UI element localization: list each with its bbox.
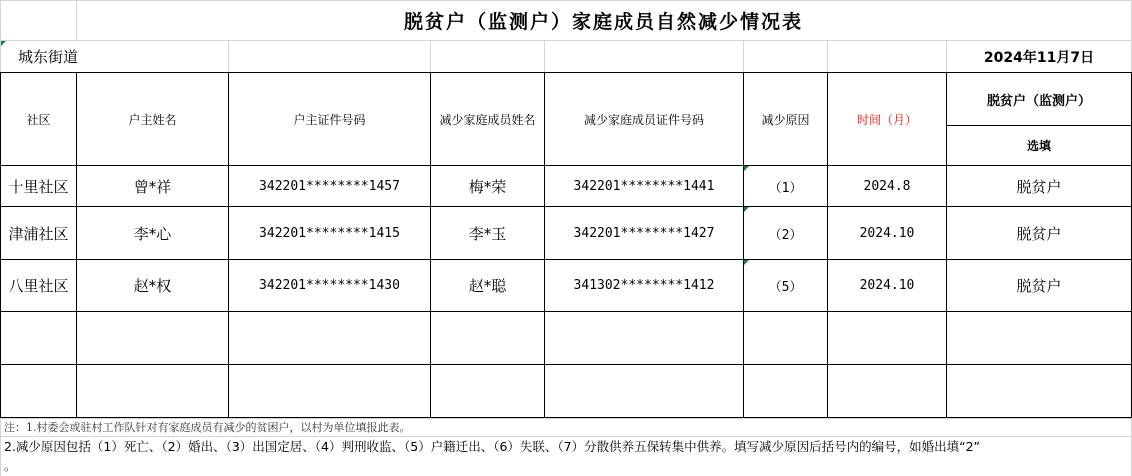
cell-time[interactable]: 2024.8	[863, 178, 911, 194]
gridline	[544, 40, 545, 72]
table-border	[0, 417, 1132, 418]
cell-reason[interactable]: （2）	[768, 227, 803, 243]
cell-member-name[interactable]: 李*玉	[468, 224, 507, 243]
cell-status[interactable]: 脱贫户	[1016, 177, 1062, 196]
table-border	[0, 311, 1132, 312]
header-status[interactable]: 脱贫户（监测户）	[986, 93, 1091, 109]
gridline	[228, 40, 229, 72]
cell-head-name[interactable]: 曾*祥	[133, 177, 172, 196]
cell-member-id[interactable]: 342201********1441	[573, 178, 715, 194]
header-head-id[interactable]: 户主证件号码	[293, 112, 366, 127]
cell-head-id[interactable]: 342201********1415	[259, 225, 400, 241]
header-time[interactable]: 时间（月）	[856, 112, 917, 127]
table-border	[0, 364, 1132, 365]
header-reason[interactable]: 减少原因	[761, 112, 810, 127]
cell-status[interactable]: 脱贫户	[1016, 277, 1062, 295]
header-status-optional[interactable]: 选填	[1026, 139, 1051, 153]
cell-member-name[interactable]: 赵*聪	[468, 277, 507, 295]
cell-time[interactable]: 2024.10	[859, 225, 915, 241]
cell-community[interactable]: 八里社区	[8, 277, 69, 295]
cell-reason[interactable]: （1）	[768, 180, 803, 196]
cell-head-id[interactable]: 342201********1430	[259, 278, 400, 293]
cell-head-id[interactable]: 342201********1457	[259, 178, 400, 194]
cell-head-name[interactable]: 李*心	[133, 224, 172, 243]
gridline	[827, 40, 828, 72]
cell-status[interactable]: 脱贫户	[1016, 224, 1062, 243]
report-date[interactable]: 2024年11月7日	[983, 49, 1095, 66]
cell-member-id[interactable]: 342201********1427	[573, 225, 715, 241]
cell-community[interactable]: 十里社区	[8, 177, 69, 196]
cell-member-name[interactable]: 梅*荣	[468, 177, 507, 196]
gridline	[0, 436, 1132, 437]
note-line-3[interactable]: 。	[4, 458, 17, 473]
comment-marker-icon[interactable]	[1, 41, 6, 46]
header-member-id[interactable]: 减少家庭成员证件号码	[583, 112, 704, 127]
note-line-2[interactable]: 2.减少原因包括（1）死亡、（2）婚出、（3）出国定居、（4）判刑收监、（5）户籍迁出、（6）失联、（7）分散供养五保转集中供养。填写减少原因后括号内的编号，如婚出填“2”	[4, 439, 981, 454]
cell-member-id[interactable]: 341302********1412	[573, 278, 715, 293]
cell-head-name[interactable]: 赵*权	[133, 277, 172, 295]
district-label[interactable]: 城东街道	[18, 48, 79, 66]
cell-community[interactable]: 津浦社区	[8, 224, 69, 243]
cell-time[interactable]: 2024.10	[859, 278, 915, 293]
note-line-1[interactable]: 注：1.村委会或驻村工作队针对有家庭成员有减少的贫困户，以村为单位填报此表。	[4, 421, 411, 434]
header-community[interactable]: 社区	[26, 112, 51, 127]
page-title: 脱贫户（监测户）家庭成员自然减少情况表	[403, 11, 803, 33]
gridline	[743, 40, 744, 72]
header-head-name[interactable]: 户主姓名	[128, 112, 177, 127]
header-member-name[interactable]: 减少家庭成员姓名	[439, 112, 536, 127]
gridline	[430, 40, 431, 72]
cell-reason[interactable]: （5）	[768, 280, 803, 295]
